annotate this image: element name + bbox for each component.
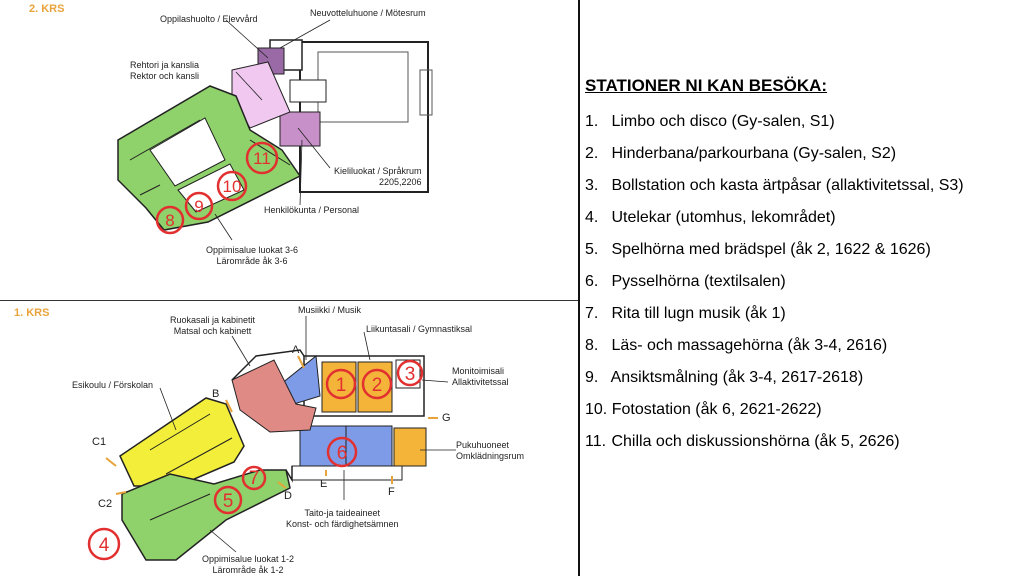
station-number: 7. bbox=[585, 305, 599, 322]
station-number: 2. bbox=[585, 145, 599, 162]
label-principal-fi: Rehtori ja kanslia bbox=[130, 60, 200, 70]
label-multi-fi: Monitoimisali bbox=[452, 366, 505, 376]
door-a: A bbox=[292, 344, 300, 356]
door-c1: C1 bbox=[92, 436, 107, 448]
label-arts-fi: Taito-ja taideaineet bbox=[304, 508, 381, 518]
floor2-staff bbox=[280, 112, 320, 146]
station-text: Utelekar (utomhus, lekområdet) bbox=[611, 209, 836, 226]
horizontal-divider bbox=[0, 300, 578, 301]
label-principal-sv: Rektor och kansli bbox=[130, 71, 200, 81]
label-staff: Henkilökunta / Personal bbox=[264, 205, 360, 215]
floor1-changing bbox=[394, 428, 426, 466]
label-language-rooms: 2205,2206 bbox=[379, 177, 422, 187]
station-text: Fotostation (åk 6, 2621-2622) bbox=[611, 401, 822, 418]
label-changing bbox=[456, 440, 524, 462]
station-item bbox=[585, 106, 1021, 138]
station-text: Limbo och disco (Gy-salen, S1) bbox=[611, 113, 835, 130]
station-number: 4. bbox=[585, 209, 599, 226]
station-item bbox=[585, 394, 1021, 426]
marker-6-label: 6 bbox=[336, 443, 348, 464]
marker-4-label: 4 bbox=[98, 535, 110, 556]
station-number: 9. bbox=[585, 369, 599, 386]
marker-5-label: 5 bbox=[222, 491, 234, 512]
marker-8-label: 8 bbox=[165, 211, 175, 230]
station-text: Spelhörna med brädspel (åk 2, 1622 & 1626) bbox=[611, 241, 931, 258]
station-item bbox=[585, 234, 1021, 266]
label-dining-sv: Matsal och kabinett bbox=[173, 326, 252, 336]
station-item bbox=[585, 298, 1021, 330]
label-preschool: Esikoulu / Förskolan bbox=[72, 380, 154, 390]
station-item bbox=[585, 266, 1021, 298]
station-item bbox=[585, 426, 1021, 458]
door-g: G bbox=[442, 412, 451, 424]
label-changing-fi: Pukuhuoneet bbox=[456, 440, 510, 450]
station-item bbox=[585, 138, 1021, 170]
label-gym: Liikuntasali / Gymnastiksal bbox=[366, 324, 473, 334]
station-number: 3. bbox=[585, 177, 599, 194]
label-principal bbox=[130, 60, 199, 82]
floor1-plan bbox=[89, 316, 456, 560]
label-changing-sv: Omklädningsrum bbox=[456, 451, 525, 461]
marker-7-label: 7 bbox=[248, 468, 260, 489]
label-music: Musiikki / Musik bbox=[298, 305, 362, 315]
station-item bbox=[585, 330, 1021, 362]
station-text: Pysselhörna (textilsalen) bbox=[611, 273, 786, 290]
label-learning-3-6-sv: Lärområde åk 3-6 bbox=[216, 256, 288, 266]
station-number: 10. bbox=[585, 401, 608, 418]
station-number: 1. bbox=[585, 113, 599, 130]
label-learning-1-2 bbox=[202, 554, 294, 576]
marker-11-label: 11 bbox=[253, 149, 271, 168]
station-number: 11. bbox=[585, 433, 607, 450]
marker-10-label: 10 bbox=[222, 177, 242, 196]
station-text: Bollstation och kasta ärtpåsar (allaktivitetssal, S3) bbox=[611, 177, 964, 194]
label-multi bbox=[452, 366, 509, 388]
floor1-label: 1. KRS bbox=[14, 307, 50, 319]
station-text: Rita till lugn musik (åk 1) bbox=[611, 305, 786, 322]
label-learning-3-6 bbox=[206, 245, 298, 267]
door-c2: C2 bbox=[98, 498, 113, 510]
door-e: E bbox=[320, 478, 328, 490]
label-dining-fi: Ruokasali ja kabinetit bbox=[170, 315, 256, 325]
label-language bbox=[334, 166, 422, 188]
station-item bbox=[585, 362, 1021, 394]
label-meeting-room: Neuvotteluhuone / Mötesrum bbox=[310, 8, 426, 18]
floor2-label: 2. KRS bbox=[29, 3, 65, 15]
station-text: Hinderbana/parkourbana (Gy-salen, S2) bbox=[611, 145, 897, 162]
station-text: Chilla och diskussionshörna (åk 5, 2626) bbox=[611, 433, 900, 450]
station-text: Ansiktsmålning (åk 3-4, 2617-2618) bbox=[610, 369, 864, 386]
station-number: 8. bbox=[585, 337, 599, 354]
label-learning-3-6-fi: Oppimisalue luokat 3-6 bbox=[206, 245, 299, 255]
label-learning-1-2-fi: Oppimisalue luokat 1-2 bbox=[202, 554, 295, 564]
label-arts bbox=[286, 508, 399, 530]
marker-2-label: 2 bbox=[371, 375, 383, 396]
station-item bbox=[585, 170, 1021, 202]
stations-list bbox=[585, 106, 1021, 458]
station-number: 5. bbox=[585, 241, 599, 258]
marker-3-label: 3 bbox=[404, 364, 416, 385]
stations-panel bbox=[585, 76, 1021, 458]
marker-1-label: 1 bbox=[335, 375, 347, 396]
stations-heading: STATIONER NI KAN BESÖKA: bbox=[585, 76, 828, 95]
label-learning-1-2-sv: Lärområde åk 1-2 bbox=[212, 565, 284, 575]
station-item bbox=[585, 202, 1021, 234]
door-b: B bbox=[212, 388, 220, 400]
label-language-name: Kieliluokat / Språkrum bbox=[334, 166, 422, 176]
vertical-divider bbox=[578, 0, 580, 576]
door-d: D bbox=[284, 490, 292, 502]
door-f: F bbox=[388, 486, 395, 498]
marker-9-label: 9 bbox=[194, 197, 204, 216]
label-multi-sv: Allaktivitetssal bbox=[452, 377, 509, 387]
label-student-welfare: Oppilashuolto / Elevvård bbox=[160, 14, 258, 24]
label-arts-sv: Konst- och färdighetsämnen bbox=[286, 519, 399, 529]
station-number: 6. bbox=[585, 273, 599, 290]
station-text: Läs- och massagehörna (åk 3-4, 2616) bbox=[611, 337, 888, 354]
label-dining bbox=[170, 315, 255, 337]
